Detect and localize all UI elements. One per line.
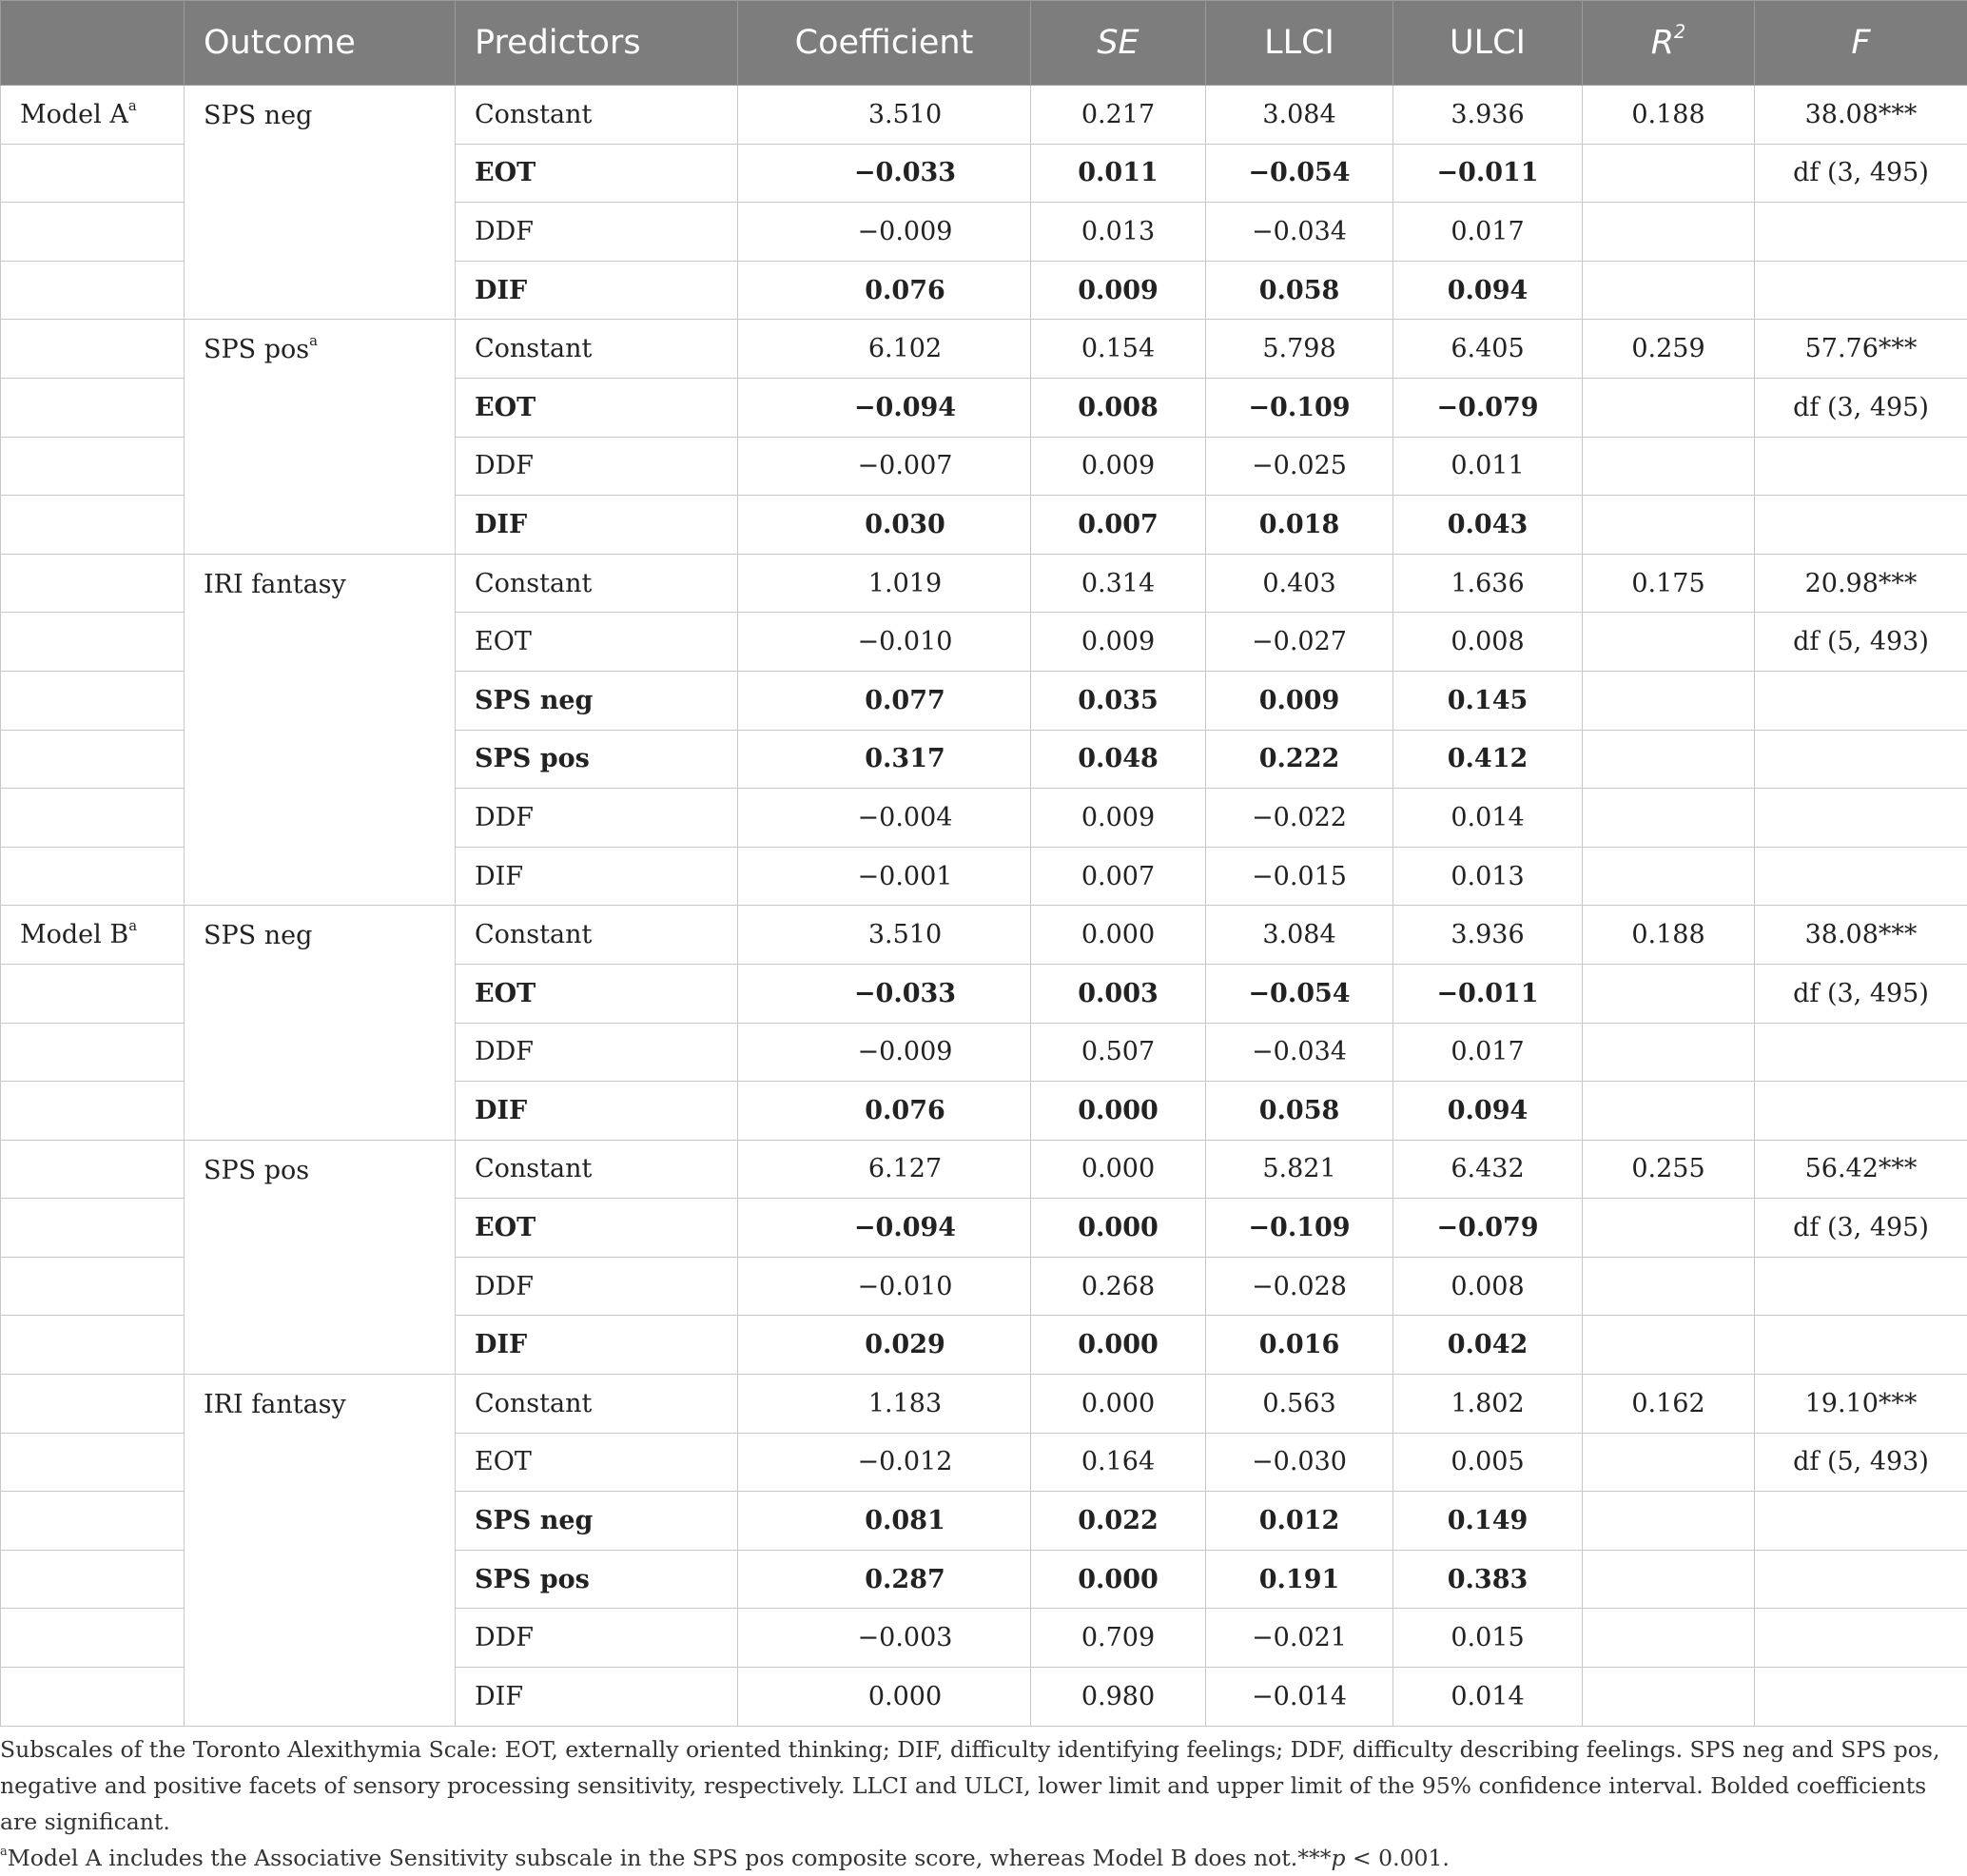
- se-cell: 0.154: [1031, 320, 1206, 379]
- r2-cell: [1583, 1082, 1755, 1141]
- r2-cell: [1583, 1023, 1755, 1082]
- se-cell: 0.000: [1031, 1375, 1206, 1434]
- coefficient-cell: 0.029: [738, 1316, 1031, 1375]
- predictor-cell: EOT: [456, 613, 738, 672]
- predictor-cell: DDF: [456, 1257, 738, 1316]
- predictor-cell: SPS neg: [456, 1492, 738, 1551]
- outcome-cell: [185, 320, 456, 554]
- ulci-cell: 3.936: [1393, 906, 1583, 965]
- r2-cell: [1583, 203, 1755, 262]
- f-cell: [1755, 437, 1967, 496]
- r2-cell: [1583, 378, 1755, 437]
- coefficient-cell: 0.000: [738, 1668, 1031, 1727]
- ulci-cell: 0.383: [1393, 1550, 1583, 1609]
- r2-cell: [1583, 1492, 1755, 1551]
- model-cell: [1, 320, 185, 379]
- table-row: [1, 554, 1967, 613]
- se-cell: 0.164: [1031, 1433, 1206, 1492]
- f-cell: [1755, 203, 1967, 262]
- r2-cell: 0.259: [1583, 320, 1755, 379]
- predictor-cell: DIF: [456, 1082, 738, 1141]
- f-cell: [1755, 1492, 1967, 1551]
- f-cell: [1755, 847, 1967, 906]
- f-cell: 38.08***: [1755, 906, 1967, 965]
- r2-cell: [1583, 671, 1755, 730]
- coefficient-cell: −0.004: [738, 789, 1031, 848]
- se-cell: 0.268: [1031, 1257, 1206, 1316]
- llci-cell: −0.021: [1206, 1609, 1393, 1668]
- predictor-cell: DDF: [456, 203, 738, 262]
- predictor-cell: Constant: [456, 554, 738, 613]
- header-r-squared: [1583, 1, 1755, 86]
- r2-cell: [1583, 1257, 1755, 1316]
- predictor-cell: DIF: [456, 847, 738, 906]
- r2-cell: [1583, 964, 1755, 1023]
- f-cell: [1755, 671, 1967, 730]
- model-cell: [1, 1140, 185, 1199]
- se-cell: 0.000: [1031, 1140, 1206, 1199]
- header-llci: LLCI: [1206, 1, 1393, 86]
- llci-cell: 0.016: [1206, 1316, 1393, 1375]
- predictor-cell: EOT: [456, 964, 738, 1023]
- r2-cell: [1583, 730, 1755, 789]
- ulci-cell: −0.079: [1393, 378, 1583, 437]
- predictor-cell: Constant: [456, 320, 738, 379]
- predictor-cell: DDF: [456, 789, 738, 848]
- coefficient-cell: −0.033: [738, 964, 1031, 1023]
- ulci-cell: 1.636: [1393, 554, 1583, 613]
- ulci-cell: 0.017: [1393, 1023, 1583, 1082]
- r2-cell: 0.175: [1583, 554, 1755, 613]
- predictor-cell: DIF: [456, 496, 738, 555]
- f-cell: [1755, 1668, 1967, 1727]
- predictor-cell: DDF: [456, 437, 738, 496]
- r2-cell: 0.188: [1583, 86, 1755, 145]
- outcome-cell: [185, 554, 456, 906]
- llci-cell: 0.403: [1206, 554, 1393, 613]
- predictor-cell: Constant: [456, 1140, 738, 1199]
- f-cell: 56.42***: [1755, 1140, 1967, 1199]
- table-row: [1, 1375, 1967, 1434]
- coefficient-cell: −0.012: [738, 1433, 1031, 1492]
- model-cell: [1, 437, 185, 496]
- model-cell: [1, 203, 185, 262]
- ulci-cell: 0.008: [1393, 613, 1583, 672]
- predictor-cell: DIF: [456, 1668, 738, 1727]
- se-cell: 0.013: [1031, 203, 1206, 262]
- model-superscript: a: [128, 917, 137, 934]
- predictor-cell: SPS pos: [456, 730, 738, 789]
- llci-cell: −0.034: [1206, 1023, 1393, 1082]
- model-cell: [1, 261, 185, 320]
- llci-cell: 3.084: [1206, 86, 1393, 145]
- r2-cell: [1583, 496, 1755, 555]
- f-cell: df (3, 495): [1755, 378, 1967, 437]
- ulci-cell: 0.094: [1393, 1082, 1583, 1141]
- header-model: [1, 1, 185, 86]
- ulci-cell: 1.802: [1393, 1375, 1583, 1434]
- llci-cell: −0.030: [1206, 1433, 1393, 1492]
- f-cell: [1755, 496, 1967, 555]
- r2-cell: [1583, 789, 1755, 848]
- coefficient-cell: 0.077: [738, 671, 1031, 730]
- coefficient-cell: −0.033: [738, 144, 1031, 203]
- llci-cell: −0.015: [1206, 847, 1393, 906]
- r2-cell: [1583, 1668, 1755, 1727]
- coefficient-cell: −0.094: [738, 378, 1031, 437]
- f-cell: [1755, 1550, 1967, 1609]
- r-letter: R: [1651, 24, 1674, 62]
- predictor-cell: SPS neg: [456, 671, 738, 730]
- outcome-label: IRI fantasy: [204, 1390, 346, 1419]
- ulci-cell: 0.014: [1393, 1668, 1583, 1727]
- model-cell: [1, 964, 185, 1023]
- se-cell: 0.217: [1031, 86, 1206, 145]
- f-cell: df (5, 493): [1755, 613, 1967, 672]
- llci-cell: −0.054: [1206, 964, 1393, 1023]
- outcome-cell: [185, 1375, 456, 1727]
- model-cell: [1, 496, 185, 555]
- ulci-cell: −0.011: [1393, 964, 1583, 1023]
- ulci-cell: 0.005: [1393, 1433, 1583, 1492]
- se-cell: 0.022: [1031, 1492, 1206, 1551]
- table-body: [1, 86, 1967, 1727]
- r2-cell: 0.188: [1583, 906, 1755, 965]
- llci-cell: −0.025: [1206, 437, 1393, 496]
- outcome-label: IRI fantasy: [204, 570, 346, 599]
- header-predictors: Predictors: [456, 1, 738, 86]
- se-cell: 0.009: [1031, 789, 1206, 848]
- model-cell: [1, 1550, 185, 1609]
- llci-cell: −0.027: [1206, 613, 1393, 672]
- outcome-superscript: a: [309, 332, 318, 349]
- ulci-cell: 0.015: [1393, 1609, 1583, 1668]
- f-cell: df (3, 495): [1755, 1199, 1967, 1258]
- llci-cell: −0.034: [1206, 203, 1393, 262]
- r2-cell: 0.162: [1583, 1375, 1755, 1434]
- table-header-row: [1, 1, 1967, 86]
- header-coefficient: Coefficient: [738, 1, 1031, 86]
- model-cell: [1, 554, 185, 613]
- footnote-line-1: Subscales of the Toronto Alexithymia Scale: EOT, externally oriented thinking; DIF, difficulty identifying feelings; DDF, difficulty describing feelings. SPS neg and SPS pos, negative and positive facets of sensory processing sensitivity, respectively. LLCI and ULCI, lower limit and upper limit of the 95% confidence interval. Bolded coefficients are significant.: [0, 1731, 1959, 1840]
- outcome-label: SPS neg: [204, 101, 312, 130]
- model-label: Model A: [20, 100, 128, 129]
- se-cell: 0.035: [1031, 671, 1206, 730]
- predictor-cell: DIF: [456, 261, 738, 320]
- llci-cell: 0.563: [1206, 1375, 1393, 1434]
- f-cell: 38.08***: [1755, 86, 1967, 145]
- coefficient-cell: −0.010: [738, 613, 1031, 672]
- table-row: [1, 1140, 1967, 1199]
- ulci-cell: 0.011: [1393, 437, 1583, 496]
- model-cell: [1, 1433, 185, 1492]
- r2-cell: [1583, 261, 1755, 320]
- llci-cell: −0.028: [1206, 1257, 1393, 1316]
- coefficient-cell: 0.076: [738, 261, 1031, 320]
- r2-cell: [1583, 1199, 1755, 1258]
- header-outcome: Outcome: [185, 1, 456, 86]
- predictor-cell: DDF: [456, 1609, 738, 1668]
- model-cell: [1, 1609, 185, 1668]
- se-cell: 0.980: [1031, 1668, 1206, 1727]
- se-cell: 0.011: [1031, 144, 1206, 203]
- se-cell: 0.009: [1031, 613, 1206, 672]
- f-cell: df (3, 495): [1755, 964, 1967, 1023]
- r2-cell: [1583, 437, 1755, 496]
- f-cell: [1755, 1082, 1967, 1141]
- se-cell: 0.009: [1031, 261, 1206, 320]
- model-cell: [1, 144, 185, 203]
- ulci-cell: 0.042: [1393, 1316, 1583, 1375]
- model-cell: [1, 1668, 185, 1727]
- table-footnote: [0, 1731, 1959, 1876]
- se-cell: 0.709: [1031, 1609, 1206, 1668]
- coefficient-cell: 3.510: [738, 86, 1031, 145]
- ulci-cell: −0.079: [1393, 1199, 1583, 1258]
- llci-cell: −0.022: [1206, 789, 1393, 848]
- llci-cell: 0.009: [1206, 671, 1393, 730]
- predictor-cell: EOT: [456, 1433, 738, 1492]
- model-cell: [1, 906, 185, 965]
- footnote-line-2: [0, 1840, 1959, 1876]
- llci-cell: −0.109: [1206, 378, 1393, 437]
- f-cell: df (3, 495): [1755, 144, 1967, 203]
- ulci-cell: 6.432: [1393, 1140, 1583, 1199]
- llci-cell: 0.191: [1206, 1550, 1393, 1609]
- se-cell: 0.507: [1031, 1023, 1206, 1082]
- coefficient-cell: 3.510: [738, 906, 1031, 965]
- predictor-cell: EOT: [456, 144, 738, 203]
- model-cell: [1, 1023, 185, 1082]
- llci-cell: −0.014: [1206, 1668, 1393, 1727]
- outcome-label: SPS neg: [204, 921, 312, 950]
- f-cell: 20.98***: [1755, 554, 1967, 613]
- footnote-superscript: a: [0, 1845, 8, 1859]
- coefficient-cell: −0.094: [738, 1199, 1031, 1258]
- se-cell: 0.007: [1031, 496, 1206, 555]
- f-cell: [1755, 1023, 1967, 1082]
- ulci-cell: 3.936: [1393, 86, 1583, 145]
- coefficient-cell: −0.001: [738, 847, 1031, 906]
- se-cell: 0.007: [1031, 847, 1206, 906]
- table-row: [1, 320, 1967, 379]
- ulci-cell: 0.149: [1393, 1492, 1583, 1551]
- se-cell: 0.003: [1031, 964, 1206, 1023]
- model-cell: [1, 1316, 185, 1375]
- se-cell: 0.000: [1031, 906, 1206, 965]
- model-cell: [1, 1082, 185, 1141]
- coefficient-cell: 0.076: [738, 1082, 1031, 1141]
- coefficient-cell: −0.009: [738, 1023, 1031, 1082]
- f-cell: [1755, 261, 1967, 320]
- predictor-cell: Constant: [456, 1375, 738, 1434]
- model-cell: [1, 1257, 185, 1316]
- predictor-cell: Constant: [456, 86, 738, 145]
- ulci-cell: 6.405: [1393, 320, 1583, 379]
- model-cell: [1, 730, 185, 789]
- r2-cell: [1583, 1550, 1755, 1609]
- f-cell: [1755, 1609, 1967, 1668]
- llci-cell: 0.058: [1206, 1082, 1393, 1141]
- coefficient-cell: 1.019: [738, 554, 1031, 613]
- header-se: SE: [1031, 1, 1206, 86]
- f-cell: [1755, 789, 1967, 848]
- r2-cell: [1583, 144, 1755, 203]
- model-cell: [1, 613, 185, 672]
- se-cell: 0.048: [1031, 730, 1206, 789]
- ulci-cell: 0.145: [1393, 671, 1583, 730]
- f-cell: [1755, 1316, 1967, 1375]
- footnote-text: Model A includes the Associative Sensitivity subscale in the SPS pos composite score, whereas Model B does not.***: [8, 1845, 1332, 1871]
- coefficient-cell: 0.081: [738, 1492, 1031, 1551]
- ulci-cell: 0.014: [1393, 789, 1583, 848]
- ulci-cell: −0.011: [1393, 144, 1583, 203]
- f-cell: df (5, 493): [1755, 1433, 1967, 1492]
- model-cell: [1, 86, 185, 145]
- model-cell: [1, 789, 185, 848]
- llci-cell: 5.798: [1206, 320, 1393, 379]
- r2-cell: [1583, 1316, 1755, 1375]
- outcome-label: SPS pos: [204, 335, 309, 364]
- f-cell: 57.76***: [1755, 320, 1967, 379]
- llci-cell: −0.109: [1206, 1199, 1393, 1258]
- ulci-cell: 0.013: [1393, 847, 1583, 906]
- llci-cell: 5.821: [1206, 1140, 1393, 1199]
- model-cell: [1, 1375, 185, 1434]
- predictor-cell: DDF: [456, 1023, 738, 1082]
- ulci-cell: 0.412: [1393, 730, 1583, 789]
- f-cell: [1755, 1257, 1967, 1316]
- coefficient-cell: 0.287: [738, 1550, 1031, 1609]
- outcome-cell: [185, 1140, 456, 1374]
- coefficient-cell: 0.030: [738, 496, 1031, 555]
- r2-cell: [1583, 613, 1755, 672]
- header-f: F: [1755, 1, 1967, 86]
- llci-cell: 0.018: [1206, 496, 1393, 555]
- coefficient-cell: −0.009: [738, 203, 1031, 262]
- ulci-cell: 0.043: [1393, 496, 1583, 555]
- ulci-cell: 0.017: [1393, 203, 1583, 262]
- se-cell: 0.000: [1031, 1082, 1206, 1141]
- model-cell: [1, 1199, 185, 1258]
- predictor-cell: DIF: [456, 1316, 738, 1375]
- model-cell: [1, 671, 185, 730]
- predictor-cell: EOT: [456, 1199, 738, 1258]
- footnote-tail: < 0.001.: [1346, 1845, 1450, 1871]
- coefficient-cell: 1.183: [738, 1375, 1031, 1434]
- se-cell: 0.314: [1031, 554, 1206, 613]
- r2-cell: [1583, 1433, 1755, 1492]
- se-cell: 0.008: [1031, 378, 1206, 437]
- outcome-label: SPS pos: [204, 1156, 309, 1185]
- se-cell: 0.000: [1031, 1316, 1206, 1375]
- llci-cell: 3.084: [1206, 906, 1393, 965]
- llci-cell: −0.054: [1206, 144, 1393, 203]
- r2-cell: [1583, 1609, 1755, 1668]
- predictor-cell: SPS pos: [456, 1550, 738, 1609]
- model-cell: [1, 378, 185, 437]
- coefficient-cell: −0.007: [738, 437, 1031, 496]
- model-superscript: a: [128, 97, 137, 114]
- r2-cell: 0.255: [1583, 1140, 1755, 1199]
- llci-cell: 0.222: [1206, 730, 1393, 789]
- llci-cell: 0.012: [1206, 1492, 1393, 1551]
- coefficient-cell: −0.003: [738, 1609, 1031, 1668]
- outcome-cell: [185, 906, 456, 1140]
- predictor-cell: EOT: [456, 378, 738, 437]
- ulci-cell: 0.094: [1393, 261, 1583, 320]
- table-row: [1, 86, 1967, 145]
- outcome-cell: [185, 86, 456, 320]
- r-superscript: 2: [1674, 21, 1685, 43]
- model-label: Model B: [20, 920, 128, 949]
- coefficient-cell: 6.127: [738, 1140, 1031, 1199]
- se-cell: 0.000: [1031, 1199, 1206, 1258]
- header-ulci: ULCI: [1393, 1, 1583, 86]
- table-row: [1, 906, 1967, 965]
- se-cell: 0.000: [1031, 1550, 1206, 1609]
- llci-cell: 0.058: [1206, 261, 1393, 320]
- model-cell: [1, 1492, 185, 1551]
- ulci-cell: 0.008: [1393, 1257, 1583, 1316]
- f-cell: 19.10***: [1755, 1375, 1967, 1434]
- model-cell: [1, 847, 185, 906]
- r2-cell: [1583, 847, 1755, 906]
- p-symbol: p: [1331, 1845, 1345, 1871]
- coefficient-cell: −0.010: [738, 1257, 1031, 1316]
- se-cell: 0.009: [1031, 437, 1206, 496]
- f-cell: [1755, 730, 1967, 789]
- coefficient-cell: 0.317: [738, 730, 1031, 789]
- predictor-cell: Constant: [456, 906, 738, 965]
- coefficient-cell: 6.102: [738, 320, 1031, 379]
